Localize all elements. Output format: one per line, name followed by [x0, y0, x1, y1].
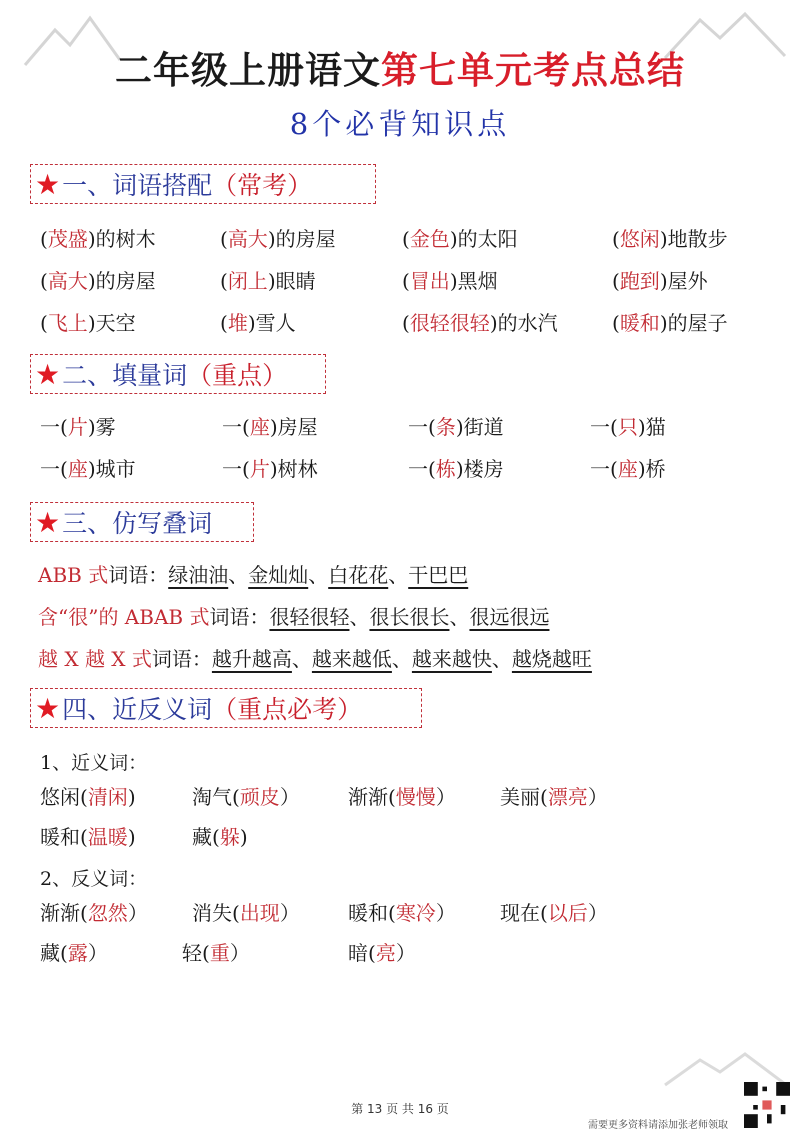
collocation-row: [40, 266, 780, 296]
star-icon: ★: [35, 691, 61, 725]
example-word: 越来越快: [411, 647, 492, 671]
antonym-prefix: 暖和(: [348, 901, 396, 925]
antonym-prefix: 渐渐(: [40, 901, 88, 925]
collocation-suffix: )天空: [87, 311, 136, 335]
synonym-prefix: 暖和(: [40, 825, 88, 849]
synonym-prefix: 美丽(: [500, 785, 548, 809]
measure-prefix: 一(: [590, 457, 618, 481]
example-word: 干巴巴: [408, 563, 469, 587]
separator: 、: [449, 605, 470, 629]
collocation-row: [40, 308, 780, 338]
collocation-prefix: (: [40, 227, 48, 251]
reduplicated-row: [38, 602, 549, 632]
collocation-answer: 茂盛: [47, 227, 88, 251]
collocation-item: [40, 266, 156, 296]
synonym-item: [40, 782, 136, 812]
example-word: 越来越低: [311, 647, 392, 671]
measure-suffix: )房屋: [269, 415, 318, 439]
measure-suffix: )雾: [87, 415, 116, 439]
example-word: 很远很远: [469, 605, 550, 629]
collocation-item: [402, 224, 518, 254]
measure-item: [222, 412, 318, 442]
antonym-item: [500, 898, 608, 928]
pattern-suffix: 词语：: [151, 647, 212, 671]
antonym-answer: 以后: [547, 901, 588, 925]
synonym-prefix: 悠闲(: [40, 785, 88, 809]
collocation-answer: 金色: [409, 227, 450, 251]
separator: 、: [491, 647, 512, 671]
star-icon: ★: [35, 167, 61, 201]
antonym-item: [182, 938, 250, 968]
antonym-item: [40, 938, 108, 968]
page-number: 第 13 页 共 16 页: [351, 1102, 449, 1116]
measure-answer: 座: [249, 415, 270, 439]
collocation-prefix: (: [402, 227, 410, 251]
measure-word-list: [40, 412, 780, 492]
pattern-suffix: 词语：: [209, 605, 270, 629]
collocation-suffix: )地散步: [659, 227, 728, 251]
collocation-suffix: )雪人: [247, 311, 296, 335]
measure-prefix: 一(: [222, 415, 250, 439]
measure-prefix: 一(: [590, 415, 618, 439]
measure-prefix: 一(: [222, 457, 250, 481]
collocation-answer: 高大: [47, 269, 88, 293]
synonym-answer: 躲: [219, 825, 240, 849]
reduplicated-row: [38, 644, 592, 674]
synonym-row: [40, 822, 780, 852]
measure-answer: 条: [435, 415, 456, 439]
synonym-answer: 清闲: [87, 785, 128, 809]
antonym-list: [40, 898, 780, 978]
synonym-item: [500, 782, 608, 812]
antonym-row: [40, 898, 780, 928]
collocation-item: [402, 308, 558, 338]
measure-answer: 片: [249, 457, 270, 481]
separator: 、: [308, 563, 329, 587]
synonym-suffix: ）: [587, 785, 608, 809]
measure-suffix: )猫: [637, 415, 666, 439]
synonyms-label: 1、近义词：: [40, 752, 148, 774]
collocation-answer: 暖和: [619, 311, 660, 335]
synonym-answer: 慢慢: [395, 785, 436, 809]
pattern-label: 越 X 越 X 式: [38, 647, 152, 671]
collocation-item: [40, 224, 156, 254]
synonym-answer: 顽皮: [239, 785, 280, 809]
antonym-suffix: ）: [395, 941, 416, 965]
antonym-item: [348, 938, 416, 968]
antonym-answer: 亮: [375, 941, 396, 965]
collocation-suffix: )眼睛: [267, 269, 316, 293]
synonym-suffix: ): [239, 825, 248, 849]
antonym-prefix: 轻(: [182, 941, 210, 965]
collocation-answer: 高大: [227, 227, 268, 251]
antonym-answer: 寒冷: [395, 901, 436, 925]
synonym-item: [192, 822, 248, 852]
example-word: 很轻很轻: [269, 605, 350, 629]
collocation-answer: 跑到: [619, 269, 660, 293]
collocation-suffix: )的水汽: [489, 311, 558, 335]
measure-suffix: )树林: [269, 457, 318, 481]
measure-answer: 片: [67, 415, 88, 439]
synonym-prefix: 藏(: [192, 825, 220, 849]
collocation-item: [220, 266, 316, 296]
measure-prefix: 一(: [40, 457, 68, 481]
collocation-row: [40, 224, 780, 254]
example-word: 很长很长: [369, 605, 450, 629]
antonym-prefix: 藏(: [40, 941, 68, 965]
antonym-suffix: ）: [279, 901, 300, 925]
synonym-item: [348, 782, 456, 812]
antonym-prefix: 暗(: [348, 941, 376, 965]
measure-prefix: 一(: [40, 415, 68, 439]
collocation-prefix: (: [220, 269, 228, 293]
synonym-answer: 漂亮: [547, 785, 588, 809]
measure-suffix: )城市: [87, 457, 136, 481]
section-heading-reduplicated-words: ★ 三、仿写叠词: [30, 502, 254, 542]
collocation-suffix: )的树木: [87, 227, 156, 251]
synonym-suffix: ): [127, 785, 136, 809]
collocation-suffix: )的太阳: [449, 227, 518, 251]
example-word: 越烧越旺: [511, 647, 592, 671]
collocation-item: [612, 308, 728, 338]
antonym-answer: 出现: [239, 901, 280, 925]
antonym-answer: 忽然: [87, 901, 128, 925]
collocation-prefix: (: [40, 269, 48, 293]
collocation-prefix: (: [612, 227, 620, 251]
collocation-answer: 堆: [227, 311, 248, 335]
collocation-suffix: )屋外: [659, 269, 708, 293]
section-heading-synonyms-antonyms: ★ 四、近反义词 （重点必考）: [30, 688, 422, 728]
collocation-item: [612, 266, 708, 296]
measure-item: [590, 412, 666, 442]
antonym-prefix: 消失(: [192, 901, 240, 925]
measure-answer: 只: [617, 415, 638, 439]
antonym-item: [40, 898, 148, 928]
collocation-answer: 飞上: [47, 311, 88, 335]
measure-item: [40, 454, 136, 484]
synonym-suffix: ): [127, 825, 136, 849]
collocation-suffix: )黑烟: [449, 269, 498, 293]
synonym-item: [192, 782, 300, 812]
collocation-suffix: )的房屋: [267, 227, 336, 251]
pattern-suffix: 词语：: [108, 563, 169, 587]
antonyms-label: 2、反义词：: [40, 868, 148, 890]
example-word: 金灿灿: [248, 563, 309, 587]
antonym-suffix: ）: [87, 941, 108, 965]
collocation-list: [40, 224, 780, 344]
collocation-prefix: (: [612, 269, 620, 293]
collocation-prefix: (: [402, 269, 410, 293]
antonym-prefix: 现在(: [500, 901, 548, 925]
collocation-prefix: (: [220, 227, 228, 251]
measure-suffix: )楼房: [455, 457, 504, 481]
separator: 、: [391, 647, 412, 671]
measure-row: [40, 454, 780, 484]
example-word: 绿油油: [168, 563, 229, 587]
synonym-suffix: ）: [435, 785, 456, 809]
section-heading-measure-words: ★ 二、填量词 （重点）: [30, 354, 326, 394]
measure-item: [590, 454, 666, 484]
synonym-answer: 温暖: [87, 825, 128, 849]
contact-note: 需要更多资料请添加张老师领取: [588, 1120, 728, 1131]
measure-row: [40, 412, 780, 442]
measure-item: [408, 412, 504, 442]
collocation-suffix: )的房屋: [87, 269, 156, 293]
synonym-list: [40, 782, 780, 862]
collocation-answer: 冒出: [409, 269, 450, 293]
reduplicated-row: [38, 560, 468, 590]
synonym-row: [40, 782, 780, 812]
antonym-item: [192, 898, 300, 928]
antonym-answer: 重: [209, 941, 230, 965]
measure-prefix: 一(: [408, 457, 436, 481]
measure-answer: 座: [617, 457, 638, 481]
collocation-item: [612, 224, 728, 254]
collocation-item: [220, 308, 296, 338]
antonym-suffix: ）: [229, 941, 250, 965]
synonym-prefix: 渐渐(: [348, 785, 396, 809]
separator: 、: [291, 647, 312, 671]
antonym-row: [40, 938, 780, 968]
measure-suffix: )桥: [637, 457, 666, 481]
synonym-prefix: 淘气(: [192, 785, 240, 809]
collocation-item: [40, 308, 136, 338]
collocation-prefix: (: [220, 311, 228, 335]
reduplicated-word-list: [38, 560, 778, 680]
star-icon: ★: [35, 505, 61, 539]
star-icon: ★: [35, 357, 61, 391]
collocation-answer: 闭上: [227, 269, 268, 293]
page-subtitle: 8个必背知识点: [289, 107, 511, 141]
synonym-suffix: ）: [279, 785, 300, 809]
collocation-item: [220, 224, 336, 254]
measure-item: [40, 412, 116, 442]
antonym-suffix: ）: [127, 901, 148, 925]
separator: 、: [228, 563, 249, 587]
antonym-suffix: ）: [435, 901, 456, 925]
collocation-prefix: (: [612, 311, 620, 335]
measure-item: [222, 454, 318, 484]
antonym-item: [348, 898, 456, 928]
measure-suffix: )街道: [455, 415, 504, 439]
collocation-prefix: (: [40, 311, 48, 335]
separator: 、: [388, 563, 409, 587]
example-word: 越升越高: [211, 647, 292, 671]
antonym-answer: 露: [67, 941, 88, 965]
measure-prefix: 一(: [408, 415, 436, 439]
collocation-answer: 悠闲: [619, 227, 660, 251]
pattern-label: ABB 式: [38, 563, 109, 587]
antonym-suffix: ）: [587, 901, 608, 925]
example-word: 白花花: [328, 563, 389, 587]
section-heading-word-collocation: ★ 一、词语搭配 （常考）: [30, 164, 376, 204]
collocation-item: [402, 266, 498, 296]
collocation-suffix: )的屋子: [659, 311, 728, 335]
collocation-prefix: (: [402, 311, 410, 335]
measure-answer: 栋: [435, 457, 456, 481]
synonym-item: [40, 822, 136, 852]
measure-answer: 座: [67, 457, 88, 481]
separator: 、: [349, 605, 370, 629]
qr-code-icon: [744, 1082, 790, 1128]
page-title: 二年级上册语文第七单元考点总结: [115, 48, 685, 92]
pattern-label: 含“很”的 ABAB 式: [38, 605, 210, 629]
collocation-answer: 很轻很轻: [409, 311, 490, 335]
measure-item: [408, 454, 504, 484]
